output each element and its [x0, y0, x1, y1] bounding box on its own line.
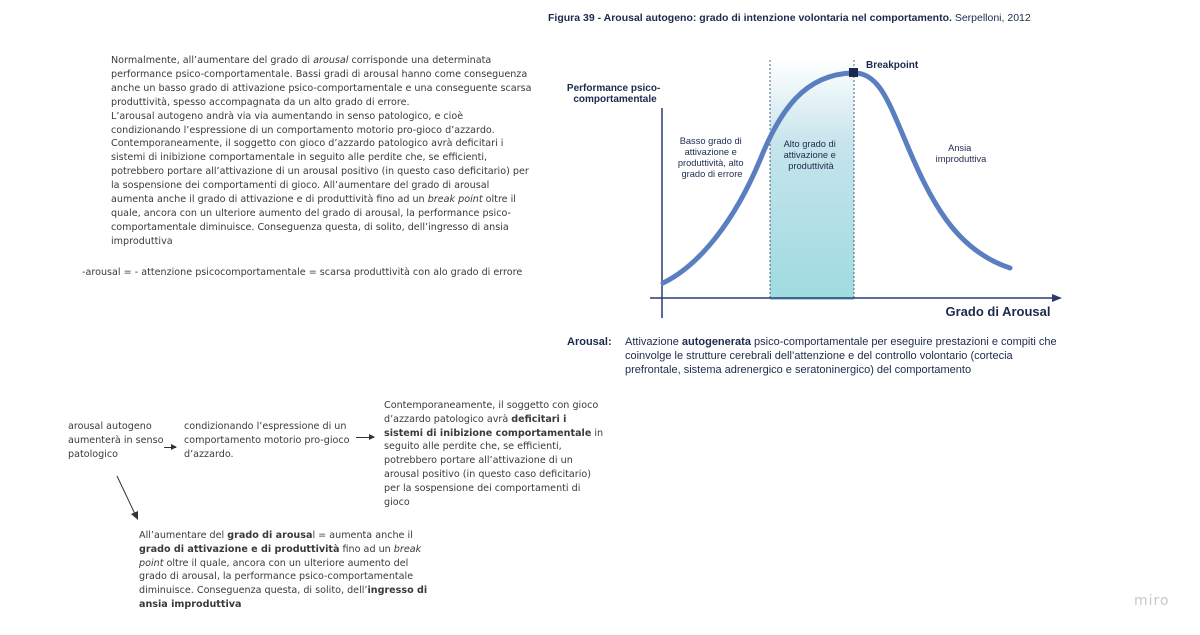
flow-box-deficit: Contemporaneamente, il soggetto con gioco d’azzardo patologico avrà deficitari i sistemi di inibizione comportamentale in seguito alle perdite che, se efficienti, potrebbero portare all’attivazione di un arousal positivo (in questo caso deficitario) per la sospensione dei comportamenti di gioco [384, 400, 604, 508]
definition-text: Attivazione autogenerata psico-comportamentale per eseguire prestazioni e compiti che coinvolge le strutture cerebrali dell’attenzione e del controllo volontario (cortecia prefrontale, sistema adrenergico e seratoninergico) del comportamento [625, 336, 1057, 376]
main-paragraph: Normalmente, all’aumentare del grado di arousal corrisponde una determinata performance psico-comportamentale. Bassi gradi di arousal hanno come conseguenza anche un basso grado di attivazione psico-comportamentale e una conseguente scarsa produttività, spesso accompagnata da un alto grado di errore. L’arousal autogeno andrà via via aumentando in senso patologico, e cioè condizionando l’espressione di un comportamento motorio pro-gioco d’azzardo. Contemporaneamente, il soggetto con gioco d’azzardo patologico avrà deficitari i sistemi di inibizione comportamentale in seguito alle perdite che, se efficienti, potrebbero portare all’attivazione di un arousal positivo (in questo caso deficitario) per la sospensione dei comportamenti di gioco. All’aumentare del grado di arousal aumenta anche il grado di attivazione e di produttività fino ad un break point oltre il quale, ancora con un ulteriore aumento del grado di arousal, la performance psico-comportamentale diminuisce. Conseguenza questa, di solito, dell’ingresso di ansia improduttiva [111, 55, 532, 247]
definition-label: Arousal: [567, 336, 612, 348]
arousal-curve-figure [560, 55, 1080, 325]
x-axis-arrow-icon [1052, 294, 1062, 302]
flow-box-conditioning: condizionando l’espressione di un comportamento motorio pro-gioco d’azzardo. [184, 421, 350, 460]
flow-arrow-2 [356, 437, 374, 438]
y-axis-label: Performance psico- [566, 83, 661, 94]
flow-box-arousal: arousal autogeno aumenterà in senso patologico [68, 421, 164, 460]
flow-box-breakpoint: All’aumentare del grado di arousal = aumenta anche il grado di attivazione e di produttività fino ad un break point oltre il quale, ancora con un ulteriore aumento del grado di arousal, la performance psico-comportamentale diminuisce. Conseguenza questa, di solito, dell’ingresso di ansia improduttiva [139, 530, 428, 610]
flow-arrow-3 [110, 472, 150, 522]
x-axis-label: Grado di Arousal [945, 304, 1051, 319]
y-axis-label-2: comportamentale [573, 94, 657, 105]
arousal-note: -arousal = - attenzione psicocomportamentale = scarsa produttività con alo grado di errore [82, 267, 523, 278]
flow-arrow-1 [164, 447, 176, 448]
svg-text:Performance psico- comport [567, 83, 663, 105]
breakpoint-label: Breakpoint [866, 60, 919, 71]
zone-anxiety-label: Ansia improduttiva [935, 143, 987, 164]
figure-title: Figura 39 - Arousal autogeno: grado di intenzione volontaria nel comportamento. Serpelloni, 2012 [548, 12, 1031, 24]
zone-low-label: Basso grado di attivazione e produttività, alto grado di errore [677, 136, 744, 179]
breakpoint-marker [849, 68, 858, 77]
miro-watermark: miro [1134, 593, 1170, 609]
zone-high-label: Alto grado di attivazione e produttività [783, 139, 836, 171]
optimal-zone-band [770, 60, 854, 300]
